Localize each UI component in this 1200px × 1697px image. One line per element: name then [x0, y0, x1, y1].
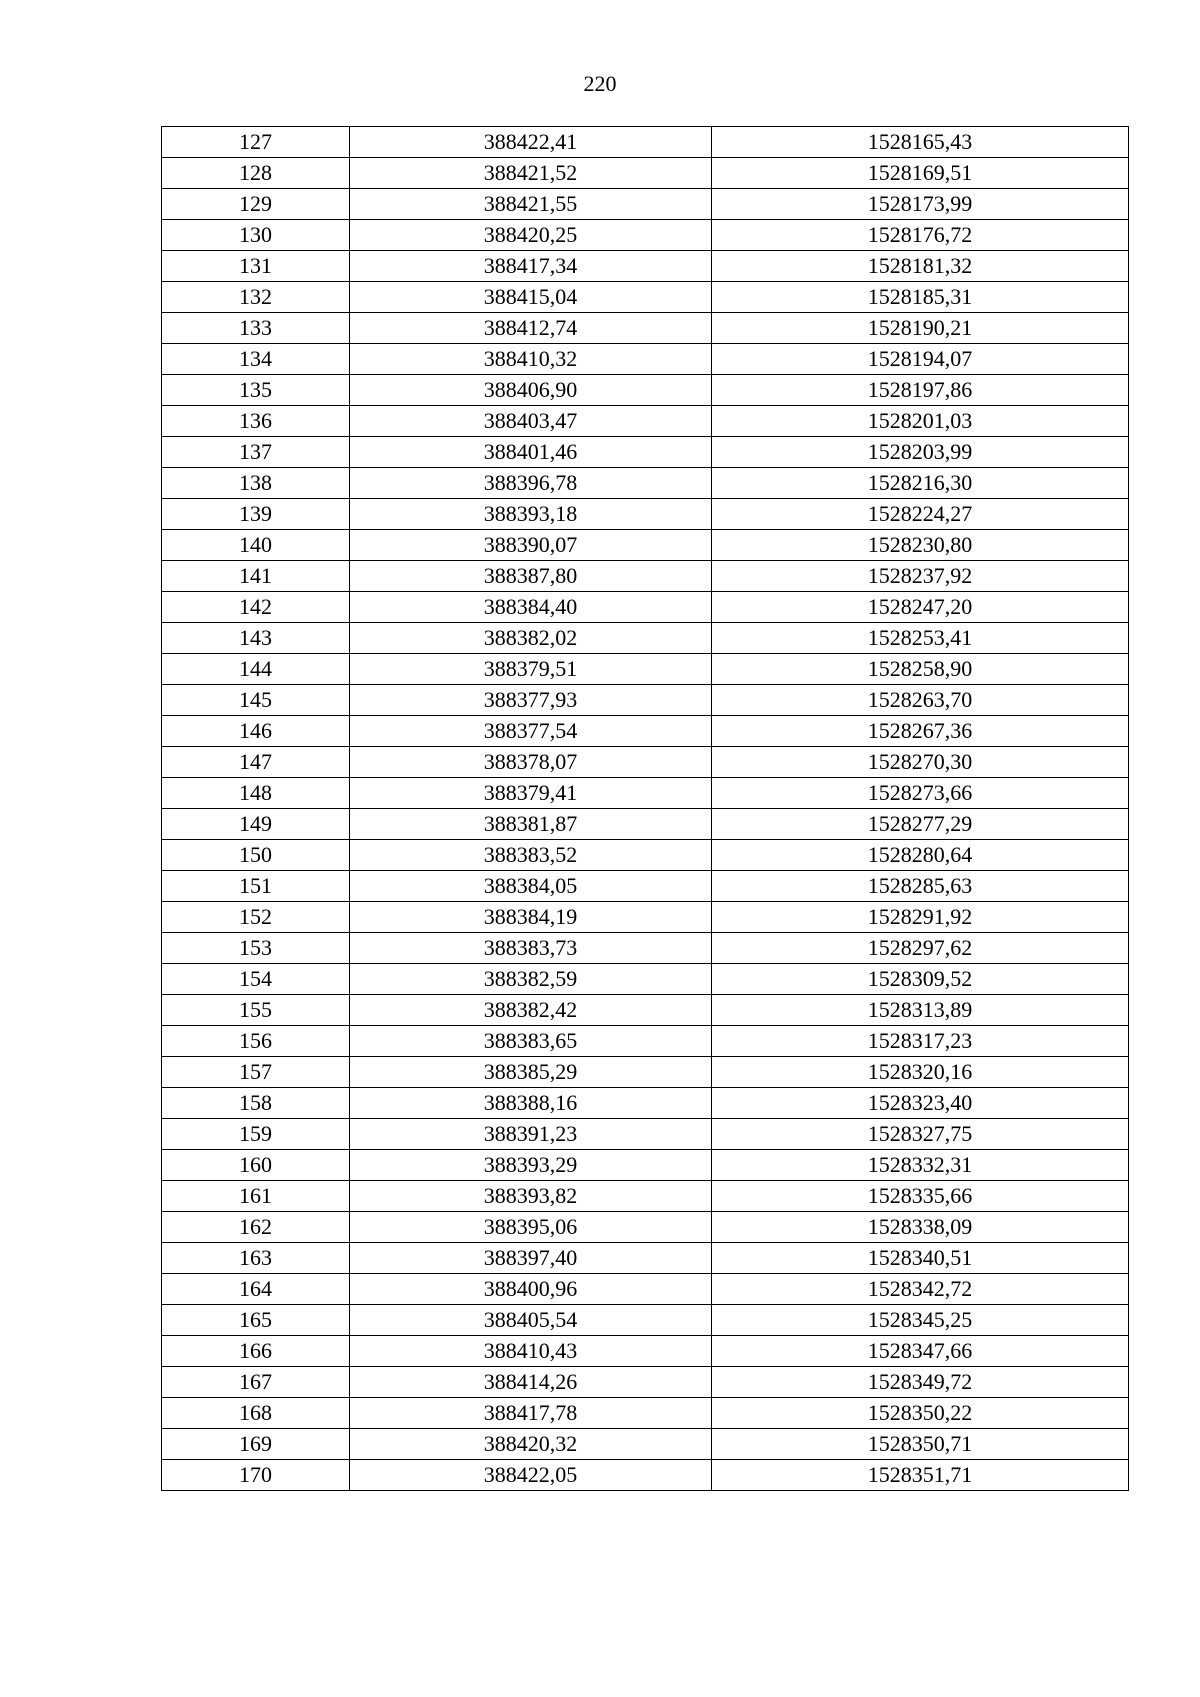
table-row — [162, 282, 1129, 313]
table-row — [162, 1274, 1129, 1305]
x-coordinate-cell: 388396,78 — [350, 468, 712, 499]
y-coordinate-cell: 1528237,92 — [712, 561, 1129, 592]
table-row — [162, 1181, 1129, 1212]
point-number-cell: 147 — [162, 747, 350, 778]
point-number-cell: 162 — [162, 1212, 350, 1243]
table-row — [162, 220, 1129, 251]
y-coordinate-cell: 1528317,23 — [712, 1026, 1129, 1057]
point-number-cell: 130 — [162, 220, 350, 251]
x-coordinate-cell: 388383,73 — [350, 933, 712, 964]
y-coordinate-cell: 1528340,51 — [712, 1243, 1129, 1274]
y-coordinate-cell: 1528176,72 — [712, 220, 1129, 251]
x-coordinate-cell: 388406,90 — [350, 375, 712, 406]
point-number-cell: 139 — [162, 499, 350, 530]
x-coordinate-cell: 388403,47 — [350, 406, 712, 437]
table-row — [162, 313, 1129, 344]
point-number-cell: 129 — [162, 189, 350, 220]
table-row — [162, 251, 1129, 282]
point-number-cell: 156 — [162, 1026, 350, 1057]
y-coordinate-cell: 1528190,21 — [712, 313, 1129, 344]
y-coordinate-cell: 1528169,51 — [712, 158, 1129, 189]
x-coordinate-cell: 388412,74 — [350, 313, 712, 344]
y-coordinate-cell: 1528347,66 — [712, 1336, 1129, 1367]
y-coordinate-cell: 1528313,89 — [712, 995, 1129, 1026]
point-number-cell: 138 — [162, 468, 350, 499]
table-row — [162, 933, 1129, 964]
y-coordinate-cell: 1528277,29 — [712, 809, 1129, 840]
y-coordinate-cell: 1528258,90 — [712, 654, 1129, 685]
point-number-cell: 151 — [162, 871, 350, 902]
x-coordinate-cell: 388410,43 — [350, 1336, 712, 1367]
x-coordinate-cell: 388410,32 — [350, 344, 712, 375]
y-coordinate-cell: 1528247,20 — [712, 592, 1129, 623]
y-coordinate-cell: 1528345,25 — [712, 1305, 1129, 1336]
table-row — [162, 1212, 1129, 1243]
table-row — [162, 406, 1129, 437]
y-coordinate-cell: 1528280,64 — [712, 840, 1129, 871]
y-coordinate-cell: 1528216,30 — [712, 468, 1129, 499]
x-coordinate-cell: 388388,16 — [350, 1088, 712, 1119]
table-row — [162, 747, 1129, 778]
point-number-cell: 137 — [162, 437, 350, 468]
x-coordinate-cell: 388391,23 — [350, 1119, 712, 1150]
table-row — [162, 716, 1129, 747]
y-coordinate-cell: 1528350,71 — [712, 1429, 1129, 1460]
x-coordinate-cell: 388384,40 — [350, 592, 712, 623]
x-coordinate-cell: 388377,54 — [350, 716, 712, 747]
y-coordinate-cell: 1528263,70 — [712, 685, 1129, 716]
x-coordinate-cell: 388390,07 — [350, 530, 712, 561]
y-coordinate-cell: 1528185,31 — [712, 282, 1129, 313]
table-row — [162, 623, 1129, 654]
table-row — [162, 1243, 1129, 1274]
y-coordinate-cell: 1528267,36 — [712, 716, 1129, 747]
point-number-cell: 127 — [162, 127, 350, 158]
y-coordinate-cell: 1528335,66 — [712, 1181, 1129, 1212]
point-number-cell: 133 — [162, 313, 350, 344]
table-row — [162, 995, 1129, 1026]
point-number-cell: 142 — [162, 592, 350, 623]
point-number-cell: 153 — [162, 933, 350, 964]
table-row — [162, 1305, 1129, 1336]
y-coordinate-cell: 1528203,99 — [712, 437, 1129, 468]
point-number-cell: 160 — [162, 1150, 350, 1181]
y-coordinate-cell: 1528201,03 — [712, 406, 1129, 437]
x-coordinate-cell: 388421,52 — [350, 158, 712, 189]
point-number-cell: 136 — [162, 406, 350, 437]
x-coordinate-cell: 388422,41 — [350, 127, 712, 158]
x-coordinate-cell: 388401,46 — [350, 437, 712, 468]
point-number-cell: 163 — [162, 1243, 350, 1274]
y-coordinate-cell: 1528297,62 — [712, 933, 1129, 964]
table-row — [162, 778, 1129, 809]
point-number-cell: 134 — [162, 344, 350, 375]
x-coordinate-cell: 388417,78 — [350, 1398, 712, 1429]
x-coordinate-cell: 388383,52 — [350, 840, 712, 871]
y-coordinate-cell: 1528285,63 — [712, 871, 1129, 902]
x-coordinate-cell: 388395,06 — [350, 1212, 712, 1243]
table-row — [162, 1026, 1129, 1057]
y-coordinate-cell: 1528350,22 — [712, 1398, 1129, 1429]
table-row — [162, 530, 1129, 561]
y-coordinate-cell: 1528230,80 — [712, 530, 1129, 561]
point-number-cell: 164 — [162, 1274, 350, 1305]
table-row — [162, 468, 1129, 499]
table-row — [162, 1460, 1129, 1491]
point-number-cell: 165 — [162, 1305, 350, 1336]
y-coordinate-cell: 1528320,16 — [712, 1057, 1129, 1088]
x-coordinate-cell: 388393,18 — [350, 499, 712, 530]
x-coordinate-cell: 388382,42 — [350, 995, 712, 1026]
x-coordinate-cell: 388421,55 — [350, 189, 712, 220]
point-number-cell: 128 — [162, 158, 350, 189]
table-row — [162, 1150, 1129, 1181]
point-number-cell: 143 — [162, 623, 350, 654]
table-row — [162, 1367, 1129, 1398]
x-coordinate-cell: 388405,54 — [350, 1305, 712, 1336]
table-row — [162, 1119, 1129, 1150]
table-row — [162, 654, 1129, 685]
table-row — [162, 499, 1129, 530]
point-number-cell: 152 — [162, 902, 350, 933]
x-coordinate-cell: 388385,29 — [350, 1057, 712, 1088]
x-coordinate-cell: 388397,40 — [350, 1243, 712, 1274]
table-row — [162, 1429, 1129, 1460]
table-row — [162, 592, 1129, 623]
point-number-cell: 169 — [162, 1429, 350, 1460]
table-row — [162, 344, 1129, 375]
table-row — [162, 1088, 1129, 1119]
table-row — [162, 437, 1129, 468]
x-coordinate-cell: 388420,25 — [350, 220, 712, 251]
y-coordinate-cell: 1528197,86 — [712, 375, 1129, 406]
x-coordinate-cell: 388384,05 — [350, 871, 712, 902]
y-coordinate-cell: 1528351,71 — [712, 1460, 1129, 1491]
table-row — [162, 561, 1129, 592]
point-number-cell: 154 — [162, 964, 350, 995]
table-row — [162, 964, 1129, 995]
x-coordinate-cell: 388382,59 — [350, 964, 712, 995]
x-coordinate-cell: 388400,96 — [350, 1274, 712, 1305]
x-coordinate-cell: 388414,26 — [350, 1367, 712, 1398]
y-coordinate-cell: 1528323,40 — [712, 1088, 1129, 1119]
x-coordinate-cell: 388382,02 — [350, 623, 712, 654]
x-coordinate-cell: 388384,19 — [350, 902, 712, 933]
point-number-cell: 148 — [162, 778, 350, 809]
point-number-cell: 146 — [162, 716, 350, 747]
point-number-cell: 141 — [162, 561, 350, 592]
table-row — [162, 1057, 1129, 1088]
x-coordinate-cell: 388379,51 — [350, 654, 712, 685]
y-coordinate-cell: 1528253,41 — [712, 623, 1129, 654]
table-row — [162, 809, 1129, 840]
point-number-cell: 161 — [162, 1181, 350, 1212]
x-coordinate-cell: 388383,65 — [350, 1026, 712, 1057]
point-number-cell: 159 — [162, 1119, 350, 1150]
y-coordinate-cell: 1528338,09 — [712, 1212, 1129, 1243]
y-coordinate-cell: 1528181,32 — [712, 251, 1129, 282]
table-row — [162, 685, 1129, 716]
table-row — [162, 871, 1129, 902]
y-coordinate-cell: 1528291,92 — [712, 902, 1129, 933]
point-number-cell: 166 — [162, 1336, 350, 1367]
y-coordinate-cell: 1528273,66 — [712, 778, 1129, 809]
table-row — [162, 1336, 1129, 1367]
x-coordinate-cell: 388417,34 — [350, 251, 712, 282]
coordinates-table-body — [162, 127, 1129, 1491]
x-coordinate-cell: 388387,80 — [350, 561, 712, 592]
x-coordinate-cell: 388393,29 — [350, 1150, 712, 1181]
page-number: 220 — [583, 71, 617, 96]
point-number-cell: 131 — [162, 251, 350, 282]
y-coordinate-cell: 1528165,43 — [712, 127, 1129, 158]
y-coordinate-cell: 1528342,72 — [712, 1274, 1129, 1305]
point-number-cell: 157 — [162, 1057, 350, 1088]
point-number-cell: 132 — [162, 282, 350, 313]
x-coordinate-cell: 388415,04 — [350, 282, 712, 313]
point-number-cell: 140 — [162, 530, 350, 561]
table-row — [162, 127, 1129, 158]
table-row — [162, 375, 1129, 406]
point-number-cell: 170 — [162, 1460, 350, 1491]
table-row — [162, 840, 1129, 871]
x-coordinate-cell: 388422,05 — [350, 1460, 712, 1491]
point-number-cell: 155 — [162, 995, 350, 1026]
x-coordinate-cell: 388379,41 — [350, 778, 712, 809]
point-number-cell: 150 — [162, 840, 350, 871]
y-coordinate-cell: 1528173,99 — [712, 189, 1129, 220]
y-coordinate-cell: 1528309,52 — [712, 964, 1129, 995]
point-number-cell: 144 — [162, 654, 350, 685]
x-coordinate-cell: 388393,82 — [350, 1181, 712, 1212]
y-coordinate-cell: 1528270,30 — [712, 747, 1129, 778]
table-row — [162, 902, 1129, 933]
point-number-cell: 158 — [162, 1088, 350, 1119]
y-coordinate-cell: 1528224,27 — [712, 499, 1129, 530]
x-coordinate-cell: 388377,93 — [350, 685, 712, 716]
point-number-cell: 149 — [162, 809, 350, 840]
y-coordinate-cell: 1528194,07 — [712, 344, 1129, 375]
y-coordinate-cell: 1528332,31 — [712, 1150, 1129, 1181]
coordinates-table — [161, 126, 1129, 1491]
point-number-cell: 168 — [162, 1398, 350, 1429]
y-coordinate-cell: 1528349,72 — [712, 1367, 1129, 1398]
x-coordinate-cell: 388381,87 — [350, 809, 712, 840]
table-row — [162, 158, 1129, 189]
point-number-cell: 167 — [162, 1367, 350, 1398]
table-row — [162, 1398, 1129, 1429]
y-coordinate-cell: 1528327,75 — [712, 1119, 1129, 1150]
point-number-cell: 145 — [162, 685, 350, 716]
x-coordinate-cell: 388378,07 — [350, 747, 712, 778]
x-coordinate-cell: 388420,32 — [350, 1429, 712, 1460]
table-row — [162, 189, 1129, 220]
point-number-cell: 135 — [162, 375, 350, 406]
